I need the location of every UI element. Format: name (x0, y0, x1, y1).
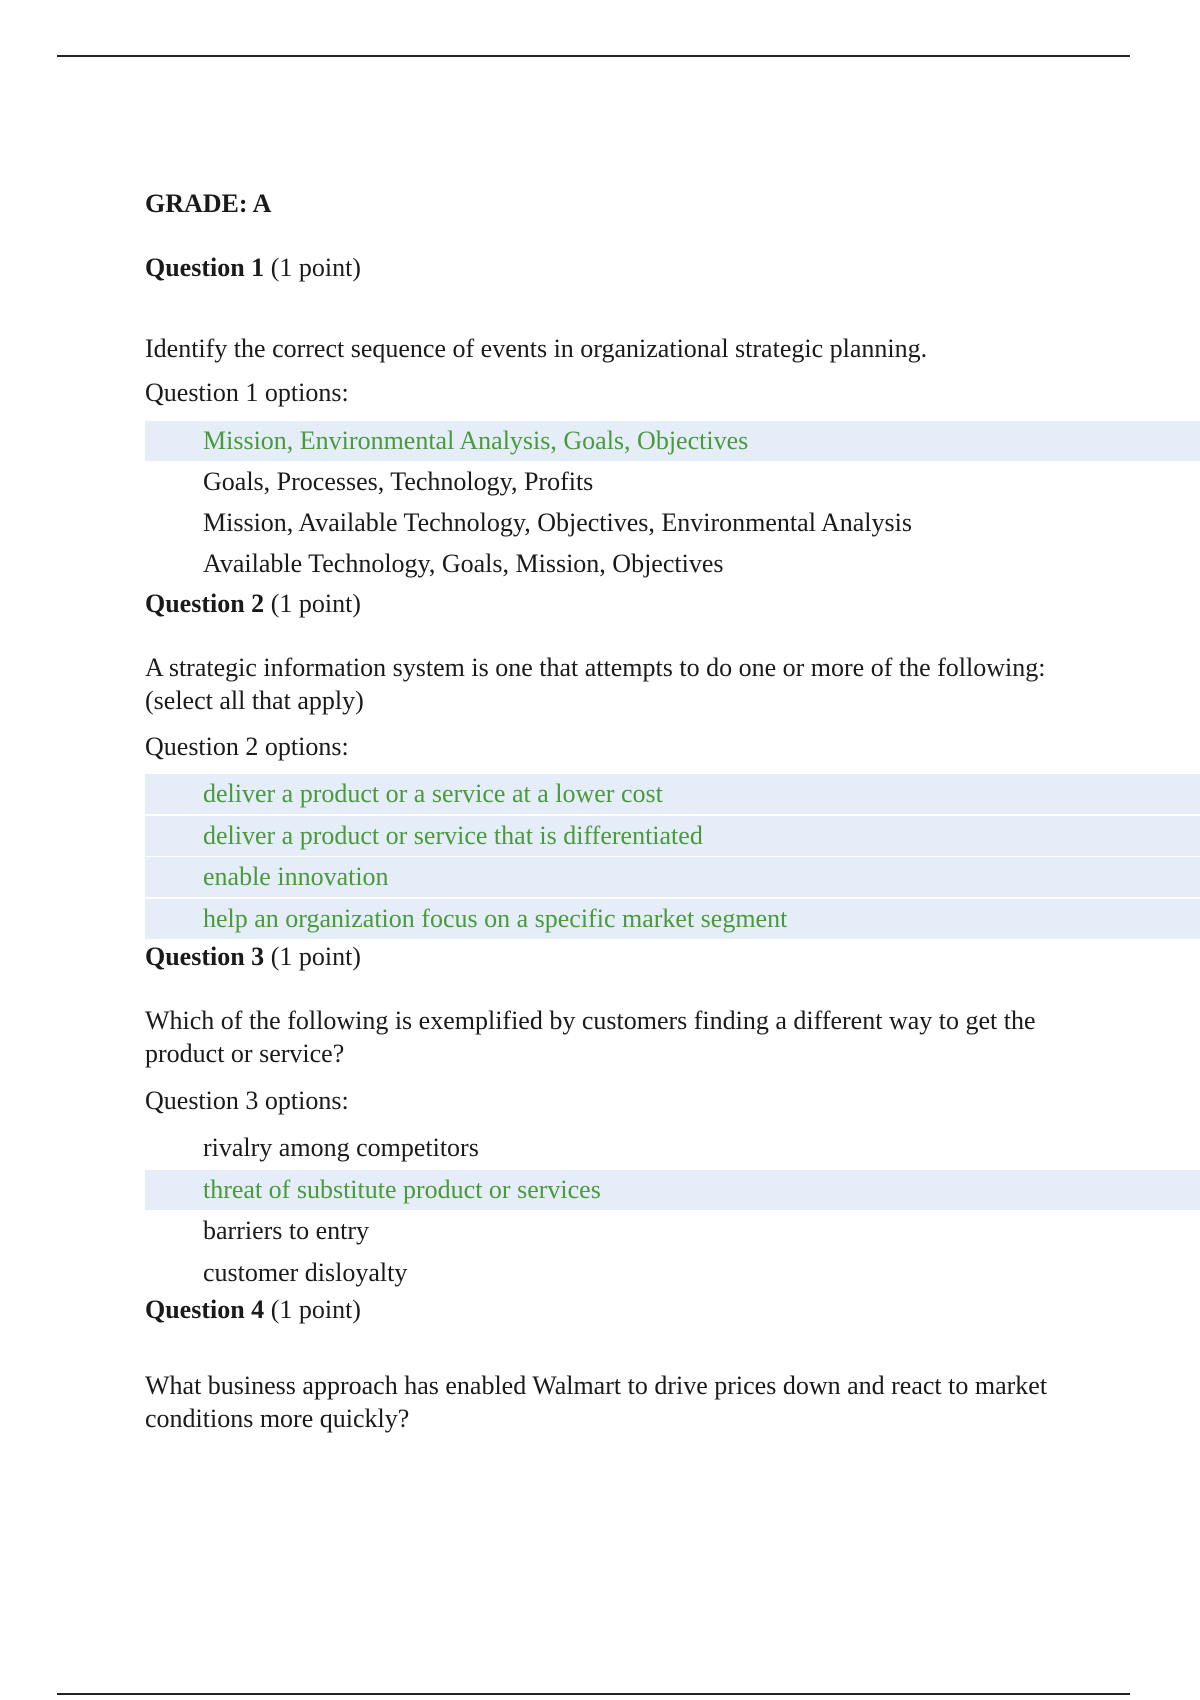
question-2-option-3: enable innovation (145, 857, 1200, 897)
question-3-text: Which of the following is exemplified by customers finding a different way to get the product or service? (145, 1006, 1036, 1068)
question-1-option-1: Mission, Environmental Analysis, Goals, Objectives (145, 421, 1200, 461)
question-2-label: Question 2 (145, 589, 265, 618)
question-2-points: (1 point) (270, 589, 361, 618)
question-2-options-label: Question 2 options: (145, 732, 349, 761)
question-1-option-3: Mission, Available Technology, Objectives, Environmental Analysis (203, 508, 912, 537)
question-3-option-1: rivalry among competitors (203, 1133, 479, 1162)
question-3-option-3: barriers to entry (203, 1216, 370, 1245)
question-1-option-4: Available Technology, Goals, Mission, Objectives (203, 549, 724, 578)
question-1-text: Identify the correct sequence of events in organizational strategic planning. (145, 334, 928, 363)
question-3-option-2: threat of substitute product or services (145, 1170, 1200, 1210)
question-4-points: (1 point) (270, 1295, 361, 1324)
question-3-label: Question 3 (145, 942, 265, 971)
question-2-option-2: deliver a product or service that is differentiated (145, 816, 1200, 856)
question-4-text: What business approach has enabled Walmart to drive prices down and react to market conditions more quickly? (145, 1371, 1048, 1433)
question-3-points: (1 point) (270, 942, 361, 971)
bottom-rule (57, 1693, 1130, 1695)
question-1-heading (145, 252, 361, 284)
top-rule (57, 55, 1130, 57)
question-1-label: Question 1 (145, 253, 265, 282)
question-2-option-1: deliver a product or a service at a lower cost (145, 774, 1200, 814)
question-2-option-4: help an organization focus on a specific market segment (145, 899, 1200, 939)
question-1-points: (1 point) (270, 253, 361, 282)
question-4-label: Question 4 (145, 1295, 265, 1324)
question-3-options-label: Question 3 options: (145, 1086, 349, 1115)
question-2-text: A strategic information system is one that attempts to do one or more of the following: (select all that apply) (145, 653, 1046, 715)
question-1-option-2: Goals, Processes, Technology, Profits (203, 467, 594, 496)
question-2-heading (145, 588, 361, 620)
grade-heading: GRADE: A (145, 189, 272, 218)
question-4-heading (145, 1294, 361, 1326)
question-3-option-4: customer disloyalty (203, 1258, 408, 1287)
question-3-heading (145, 941, 361, 973)
question-1-options-label: Question 1 options: (145, 378, 349, 407)
